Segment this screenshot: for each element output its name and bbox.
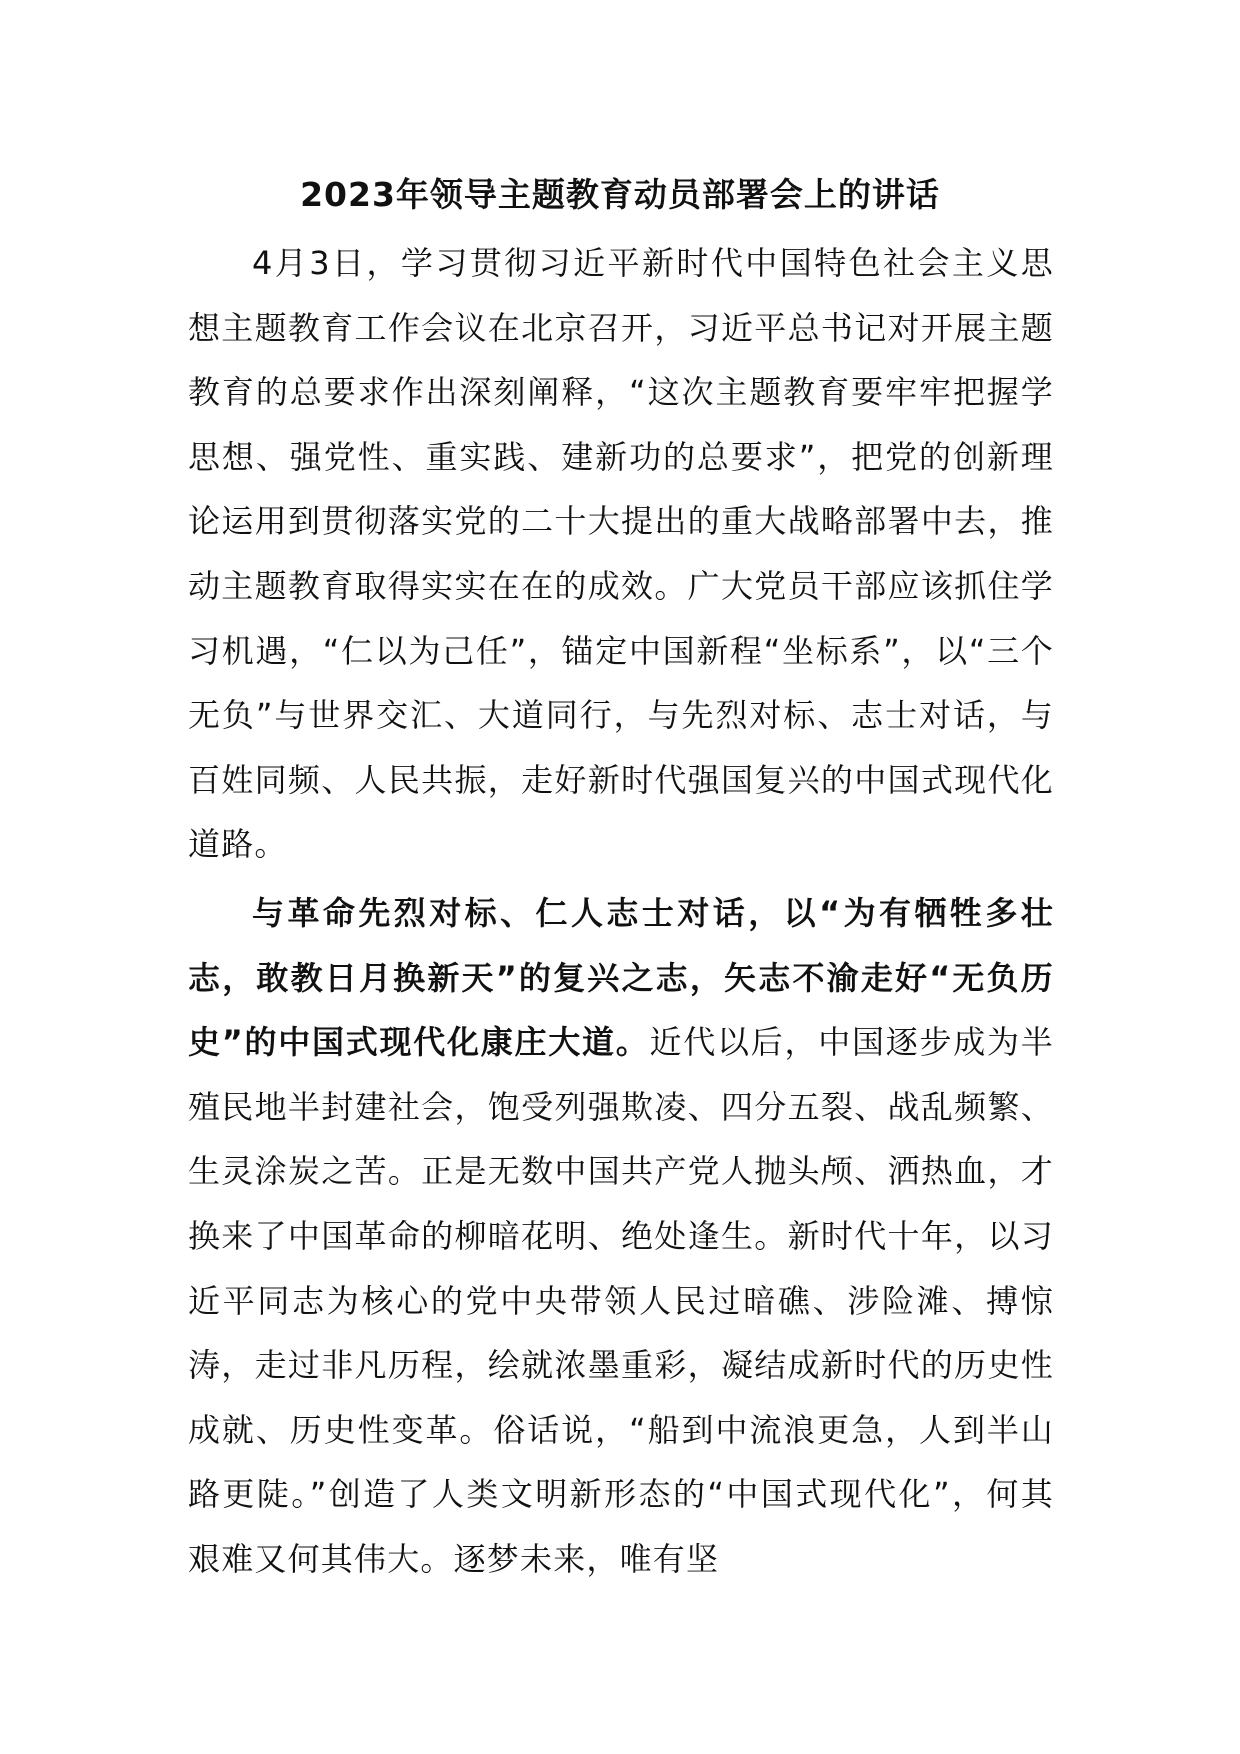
- paragraph-1: [188, 231, 1054, 877]
- document-body: [188, 231, 1054, 1591]
- paragraph-1-text: 4月3日，学习贯彻习近平新时代中国特色社会主义思想主题教育工作会议在北京召开，习近平总书记对开展主题教育的总要求作出深刻阐释，“这次主题教育要牢牢把握学思想、强党性、重实践、建新功的总要求”，把党的创新理论运用到贯彻落实党的二十大提出的重大战略部署中去，推动主题教育取得实实在在的成效。广大党员干部应该抓住学习机遇，“仁以为己任”，锚定中国新程“坐标系”，以“三个无负”与世界交汇、大道同行，与先烈对标、志士对话，与百姓同频、人民共振，走好新时代强国复兴的中国式现代化道路。: [188, 244, 1054, 864]
- paragraph-2-lead: 与革命先烈对标、仁人志士对话，以“为有牺牲多壮志，敢教日月换新天”的复兴之志，矢志不渝走好“无负历史”的中国式现代化康庄大道。: [188, 893, 1054, 1062]
- paragraph-2: [188, 881, 1054, 1592]
- paragraph-2-text: 近代以后，中国逐步成为半殖民地半封建社会，饱受列强欺凌、四分五裂、战乱频繁、生灵涂炭之苦。正是无数中国共产党人抛头颅、洒热血，才换来了中国革命的柳暗花明、绝处逢生。新时代十年，以习近平同志为核心的党中央带领人民过暗礁、涉险滩、搏惊涛，走过非凡历程，绘就浓墨重彩，凝结成新时代的历史性成就、历史性变革。俗话说，“船到中流浪更急，人到半山路更陡。”创造了人类文明新形态的“中国式现代化”，何其艰难又何其伟大。逐梦未来，唯有坚: [188, 1023, 1054, 1578]
- document-title: 2023年领导主题教育动员部署会上的讲话: [300, 175, 940, 214]
